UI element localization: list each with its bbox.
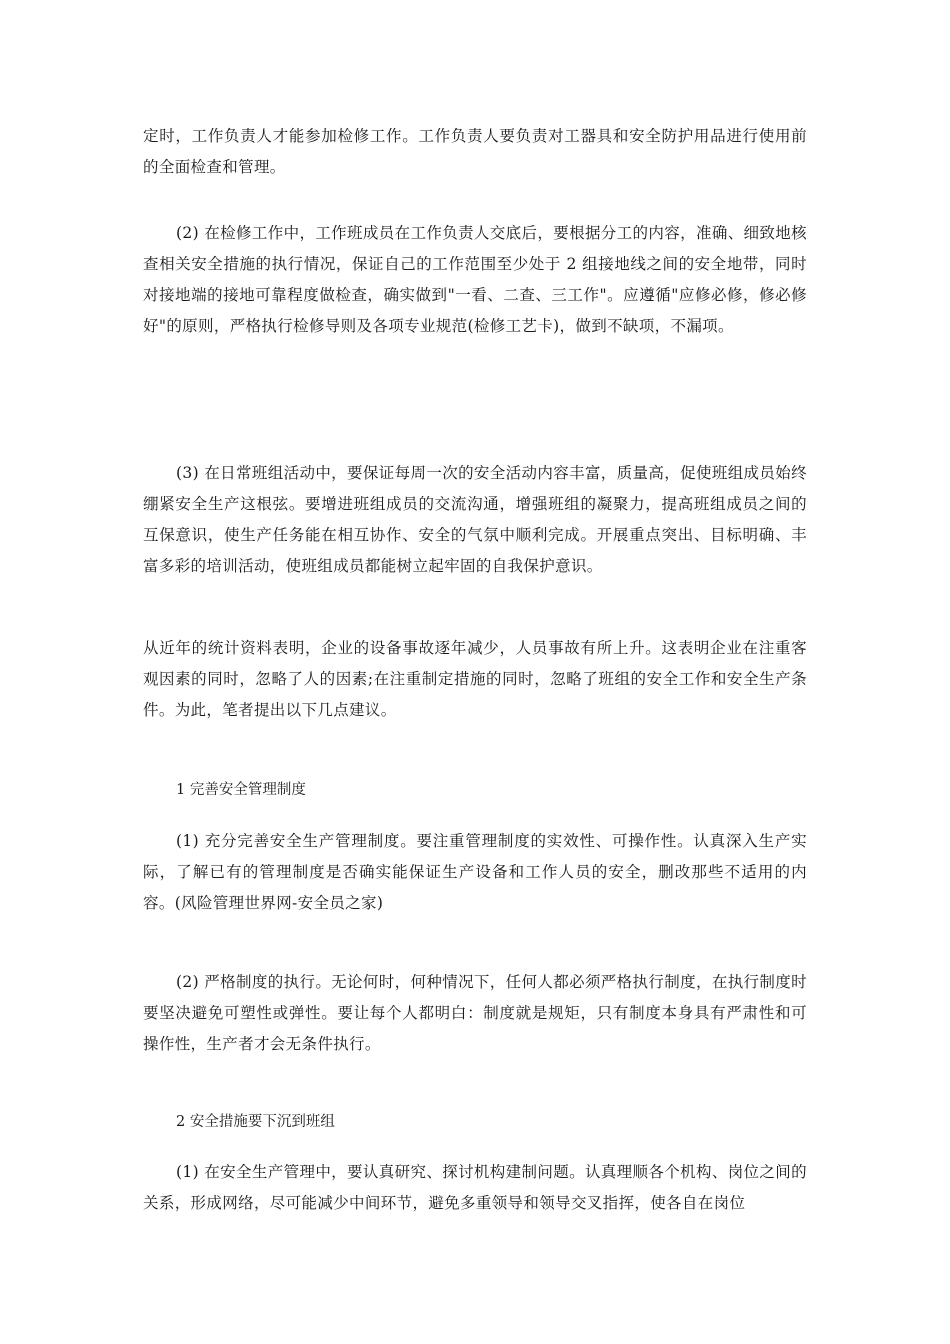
paragraph-section2-item-1: (1) 在安全生产管理中，要认真研究、探讨机构建制问题。认真理顺各个机构、岗位之间的关系，形成网络，尽可能减少中间环节，避免多重领导和领导交叉指挥，使各自在岗位: [143, 1163, 807, 1212]
paragraph-continuation: 定时，工作负责人才能参加检修工作。工作负责人要负责对工器具和安全防护用品进行使用前的全面检查和管理。: [143, 127, 807, 176]
paragraph-statistics: 从近年的统计资料表明，企业的设备事故逐年减少，人员事故有所上升。这表明企业在注重客观因素的同时，忽略了人的因素;在注重制定措施的同时，忽略了班组的安全工作和安全生产条件。为此，笔者提出以下几点建议。: [143, 639, 807, 719]
paragraph-item-3: (3) 在日常班组活动中，要保证每周一次的安全活动内容丰富，质量高，促使班组成员始终绷紧安全生产这根弦。要增进班组成员的交流沟通，增强班组的凝聚力，提高班组成员之间的互保意识，使生产任务能在相互协作、安全的气氛中顺利完成。开展重点突出、目标明确、丰富多彩的培训活动，使班组成员都能树立起牢固的自我保护意识。: [143, 464, 807, 575]
paragraph-section1-item-1: (1) 充分完善安全生产管理制度。要注重管理制度的实效性、可操作性。认真深入生产实际，了解已有的管理制度是否确实能保证生产设备和工作人员的安全，删改那些不适用的内容。(风险管理世界网-安全员之家): [143, 832, 807, 912]
paragraph-item-2: (2) 在检修工作中，工作班成员在工作负责人交底后，要根据分工的内容，准确、细致地核查相关安全措施的执行情况，保证自己的工作范围至少处于 2 组接地线之间的安全地带，同时对接地端的接地可靠程度做检查，确实做到"一看、二查、三工作"。应遵循"应修必修，修必修好"的原则，严格执行检修导则及各项专业规范(检修工艺卡)，做到不缺项，不漏项。: [143, 224, 807, 335]
section-heading-1: 1 完善安全管理制度: [176, 782, 306, 798]
paragraph-section1-item-2: (2) 严格制度的执行。无论何时，何种情况下，任何人都必须严格执行制度，在执行制度时要坚决避免可塑性或弹性。要让每个人都明白：制度就是规矩，只有制度本身具有严肃性和可操作性，生产者才会无条件执行。: [143, 973, 807, 1053]
section-heading-2: 2 安全措施要下沉到班组: [176, 1114, 335, 1130]
